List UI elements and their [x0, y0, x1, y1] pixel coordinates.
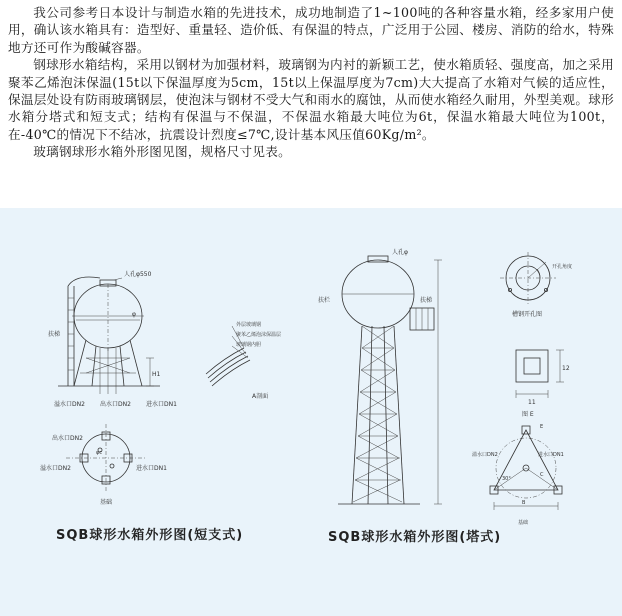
plan-outlet-label: 出水口DN2 [52, 435, 83, 442]
tower-tank-elevation [338, 256, 442, 504]
tri-overflow-label: 溢水口DN2 [472, 452, 498, 458]
tower-ladder-label: 扶梯 [420, 297, 433, 304]
tower-type-caption: SQB球形水箱外形图(塔式) [328, 530, 502, 545]
tower-foundation-plan [490, 426, 562, 510]
plan-dc-label: φc [96, 450, 103, 456]
technical-drawings [0, 208, 622, 616]
tri-b-label: B [522, 500, 526, 506]
tri-foundation-title: 基础 [518, 520, 529, 526]
tower-manhole-label: 人孔φ [392, 249, 408, 256]
plan-inlet-label: 进水口DN1 [136, 465, 167, 472]
short-type-caption: SQB球形水箱外形图(短支式) [56, 528, 244, 543]
intro-paragraph-2: 钢球形水箱结构，采用以钢材为加强材料，玻璃钢为内衬的新颖工艺，使水箱质轻、强度高，加之采用聚苯乙烯泡沫保温(15t以下保温厚度为5cm，15t以上保温厚度为7cm)大大提高了水箱对气候的适应性，保温层处设有防雨玻璃钢层，使泡沫与钢材不受大气和雨水的腐蚀，从而使水箱经久耐用，外型美观。球形水箱分塔式和短支式；结构有保温与不保温，不保温水箱最大吨位为6t，保温水箱最大吨位为100t，在-40℃的情况下不结冰，抗震设计烈度≤7℃,设计基本风压值60Kg/m²。 [8, 57, 615, 142]
section-title: A剖面 [252, 393, 269, 400]
section-outer-label: 外层玻璃钢 [236, 322, 262, 328]
intro-text [8, 4, 614, 161]
short-manhole-label: 人孔φ550 [124, 271, 152, 278]
short-overflow-label: 溢水口DN2 [54, 401, 85, 408]
tower-handrail-label: 扶栏 [318, 297, 331, 304]
short-inlet-label: 进水口DN1 [146, 401, 177, 408]
tri-c-label: C [540, 472, 544, 478]
fig-e-title: 图 E [522, 411, 534, 418]
short-tank-elevation [58, 277, 160, 394]
manhole-detail-title: 槽钢开孔图 [512, 311, 543, 318]
intro-paragraph-3: 玻璃钢球形水箱外形图见图，规格尺寸见表。 [33, 144, 292, 160]
short-phi-label: φ [132, 311, 136, 318]
diagram-panel [0, 208, 622, 616]
manhole-detail [500, 252, 556, 304]
manhole-angle-label: 开孔角度 [552, 264, 573, 270]
fig-e-detail [516, 350, 564, 398]
intro-paragraph-1: 我公司参考日本设计与制造水箱的先进技术，成功地制造了1~100吨的各种容量水箱，经多家用户使用，确认该水箱具有：造型好、重量轻、造价低、有保温的特点，广泛用于公园、楼房、消防的给水，特殊地方还可作为酸碱容器。 [8, 5, 615, 55]
fig-e-dim-12: 12 [562, 365, 570, 372]
tri-inlet-label: 进水口DN1 [538, 452, 564, 458]
plan-overflow-label: 溢水口DN2 [40, 465, 71, 472]
short-h1-label: H1 [152, 371, 161, 378]
plan-foundation-label: 基础 [100, 499, 113, 506]
section-foam-label: 聚苯乙烯泡沫保温层 [236, 332, 282, 338]
tri-e-label: E [540, 424, 544, 430]
short-outlet-label: 出水口DN2 [100, 401, 131, 408]
tri-angle-label: 30° [502, 476, 511, 482]
short-ladder-label: 扶梯 [48, 331, 61, 338]
section-inner-label: 玻璃钢内胆 [236, 342, 262, 348]
fig-e-dim-11: 11 [528, 399, 536, 406]
